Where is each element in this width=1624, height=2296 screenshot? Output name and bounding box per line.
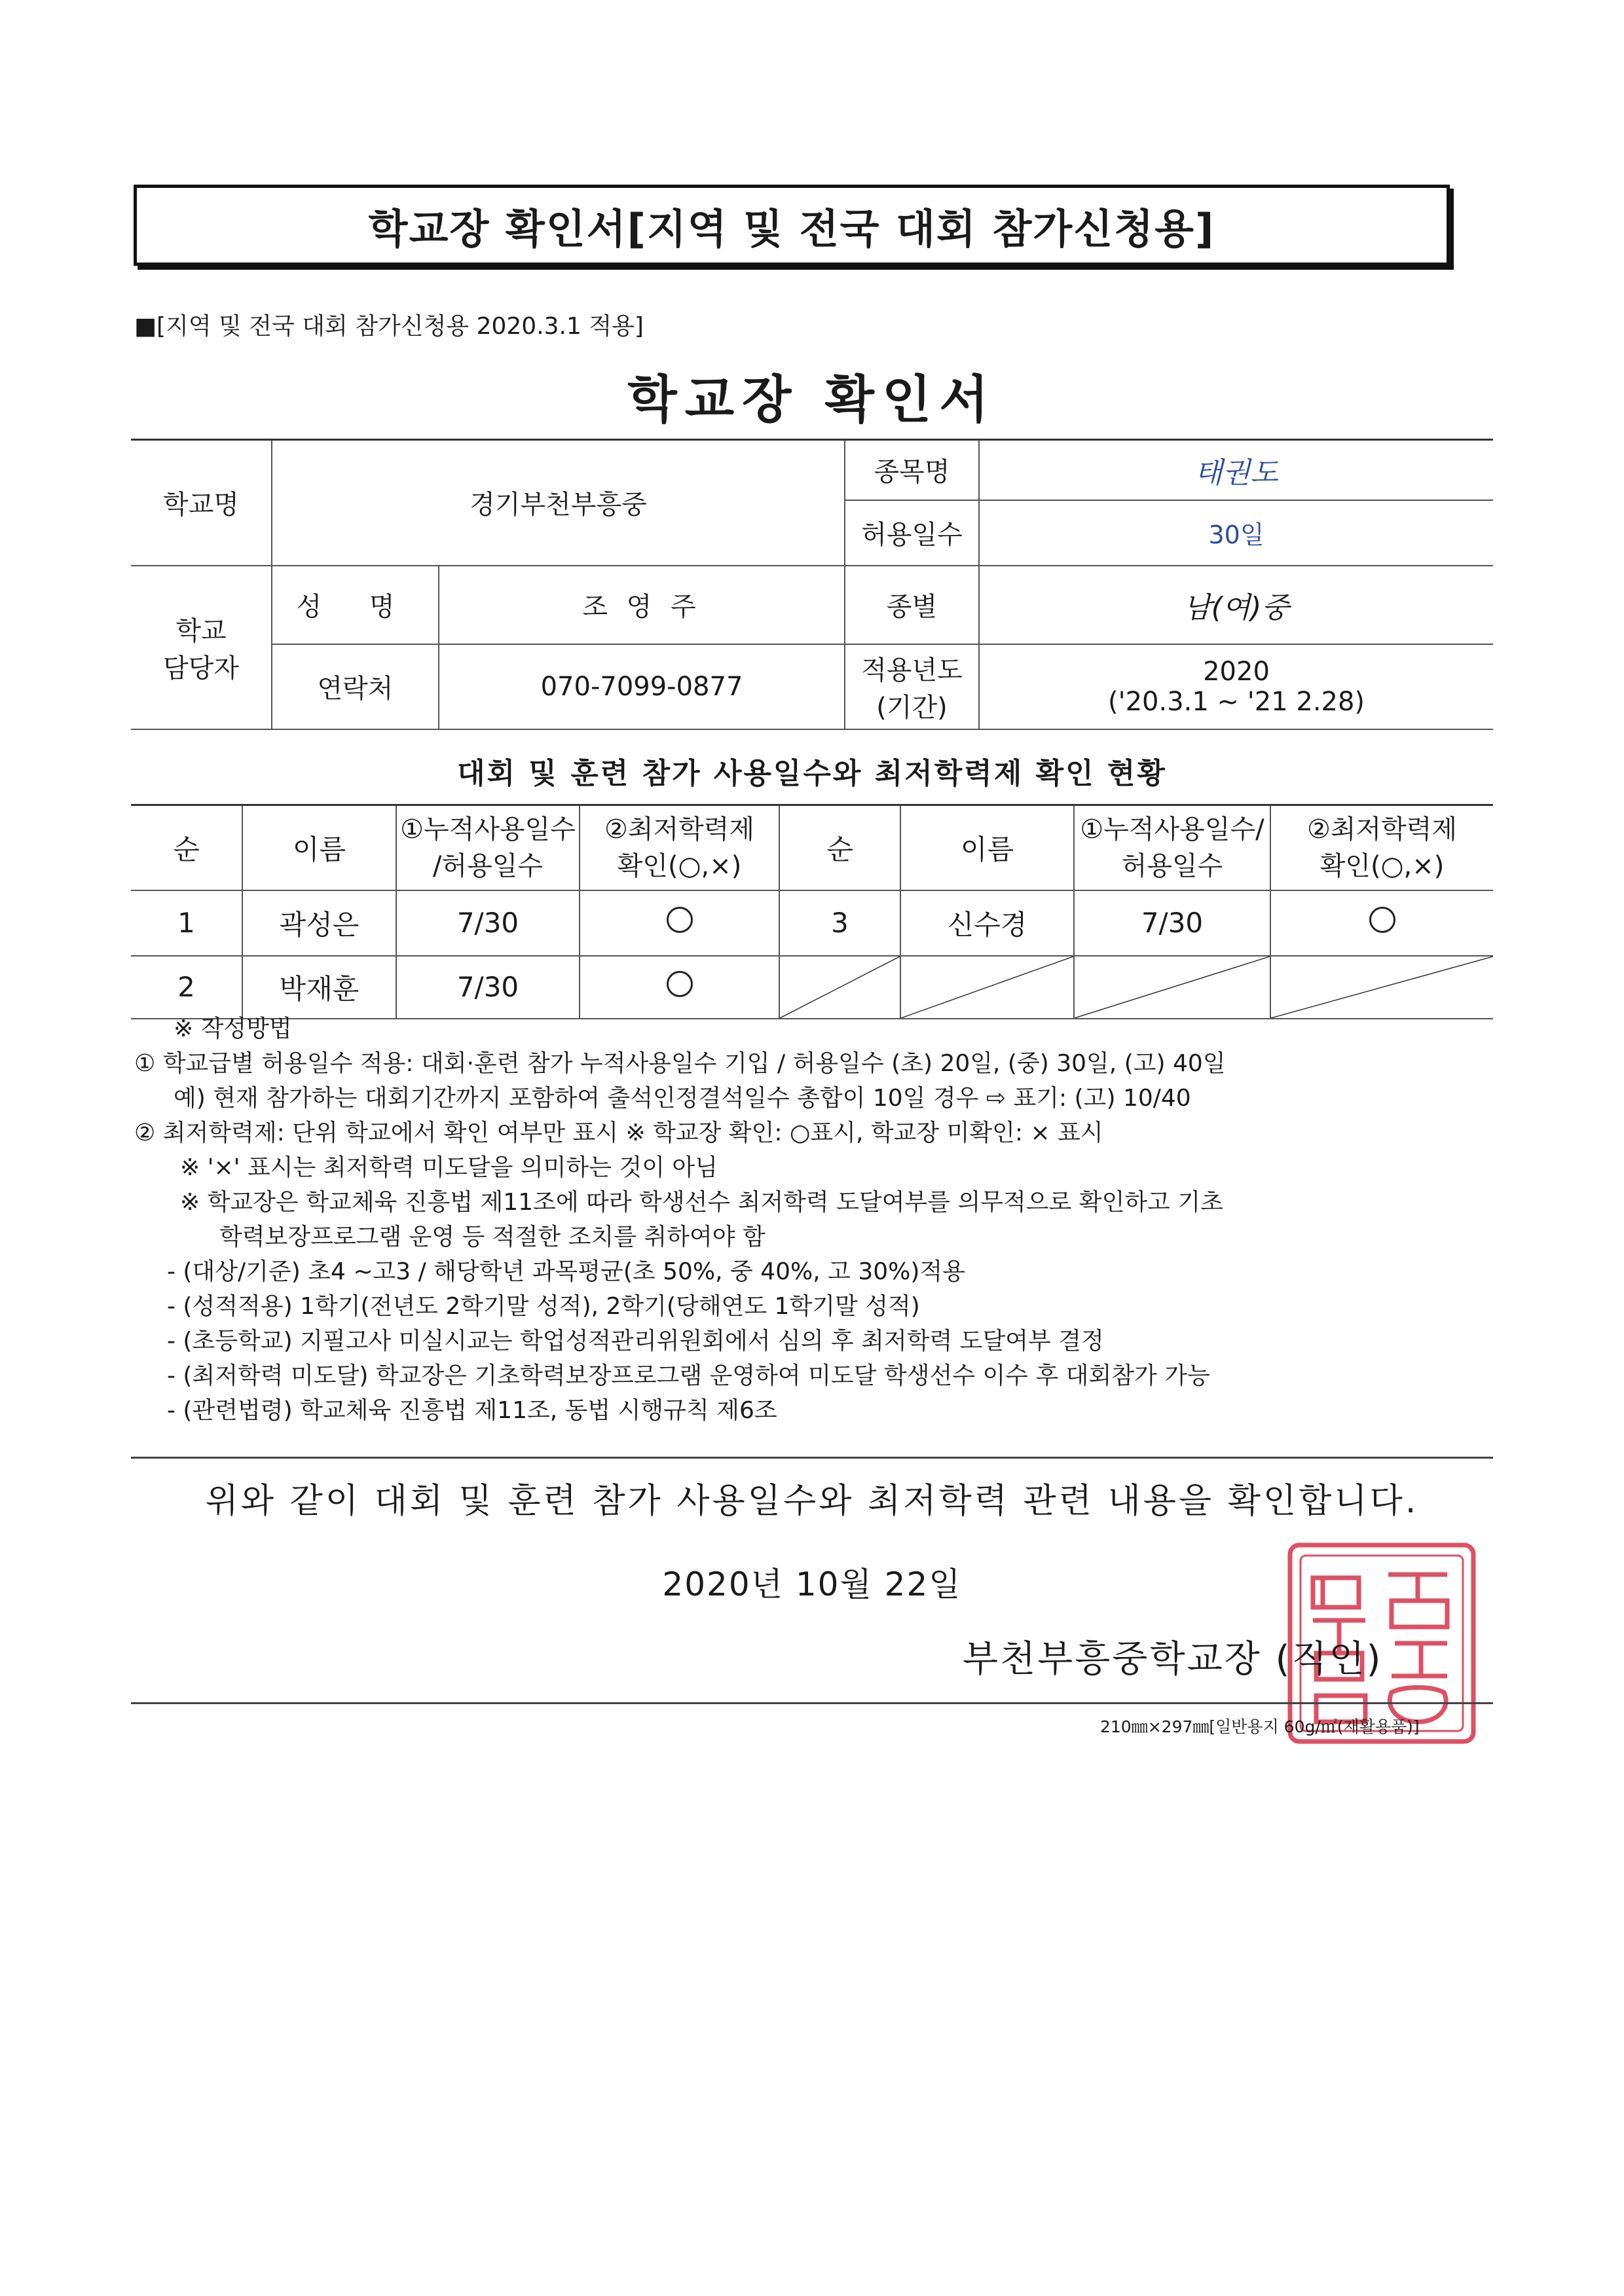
- period-value: ('20.3.1 ~ '21 2.28): [1107, 686, 1365, 717]
- method-line: 예) 현재 참가하는 대회기간까지 포함하여 출석인정결석일수 총합이 10일 경우 ⇨ 표기: (고) 10/40: [174, 1085, 1191, 1112]
- method-line: ① 학교급별 허용일수 적용: 대회·훈련 참가 누적사용일수 기입 / 허용일수 (초) 20일, (중) 30일, (고) 40일: [134, 1050, 1226, 1077]
- row-days: 7/30: [1074, 890, 1270, 956]
- contact-value: 070-7099-0877: [439, 644, 845, 729]
- empty-cell: [779, 956, 900, 1019]
- header-days-2: [1074, 805, 1270, 890]
- year-label: [845, 644, 979, 729]
- header-name: 이름: [242, 805, 396, 890]
- row-name: 신수경: [900, 890, 1074, 956]
- header-days-line1: ①누적사용일수: [400, 814, 576, 845]
- method-line: ② 최저학력제: 단위 학교에서 확인 여부만 표시 ※ 학교장 확인: ○표시, 학교장 미확인: × 표시: [134, 1120, 1103, 1146]
- diagonal-slash-icon: [901, 957, 1073, 1018]
- table-row: [131, 956, 1493, 1019]
- header-min2-line2: 확인(○,×): [1320, 850, 1445, 881]
- row-min-check: [580, 890, 779, 956]
- sport-value: 태권도: [979, 440, 1493, 500]
- header-days-line2: /허용일수: [432, 850, 544, 881]
- usage-table: [131, 804, 1493, 1019]
- confirmation-statement: 위와 같이 대회 및 훈련 참가 사용일수와 최저학력 관련 내용을 확인합니다.: [205, 1482, 1419, 1521]
- method-line: 학력보장프로그램 운영 등 적절한 조치를 취하여야 함: [219, 1224, 766, 1250]
- row-min-check: [1270, 890, 1493, 956]
- diagonal-slash-icon: [780, 957, 900, 1018]
- sport-label: 종목명: [845, 440, 979, 500]
- method-line: ※ '×' 표시는 최저학력 미도달을 의미하는 것이 아님: [180, 1154, 718, 1181]
- staff-label-line2: 담당자: [163, 653, 239, 683]
- year-cell: [979, 644, 1493, 729]
- row-min-check: [580, 956, 779, 1019]
- method-line: - (성적적용) 1학기(전년도 2학기말 성적), 2학기(당해연도 1학기말 성적): [167, 1293, 920, 1320]
- section-title: 대회 및 훈련 참가 사용일수와 최저학력제 확인 현황: [457, 757, 1167, 790]
- document-title: 학교장 확인서[지역 및 전국 대회 참가신청용]: [368, 204, 1215, 253]
- row-name: 박재훈: [242, 956, 396, 1019]
- school-label: 학교명: [131, 440, 272, 566]
- header-days: [396, 805, 580, 890]
- method-line: ※ 학교장은 학교체육 진흥법 제11조에 따라 학생선수 최저학력 도달여부를 의무적으로 확인하고 기초: [180, 1189, 1223, 1216]
- header-min-line2: 확인(○,×): [617, 850, 742, 881]
- header-min: [580, 805, 779, 890]
- staff-label: [131, 566, 272, 729]
- year-label-line2: (기간): [876, 692, 948, 723]
- row-no: 1: [131, 890, 242, 956]
- row-name: 곽성은: [242, 890, 396, 956]
- header-no: 순: [131, 805, 242, 890]
- principal-signature: 부천부흥중학교장 (직인): [963, 1638, 1383, 1681]
- allowed-days-label: 허용일수: [845, 500, 979, 566]
- header-min2-line1: ②최저학력제: [1306, 814, 1458, 845]
- info-table: [131, 439, 1493, 730]
- row-days: 7/30: [396, 890, 580, 956]
- method-line: - (초등학교) 지필고사 미실시교는 학업성적관리위원회에서 심의 후 최저학력 도달여부 결정: [167, 1328, 1104, 1355]
- writing-method: [134, 1011, 1226, 1428]
- method-line: - (관련법령) 학교체육 진흥법 제11조, 동법 시행규칙 제6조: [167, 1397, 777, 1424]
- allowed-days-value: 30일: [979, 500, 1493, 566]
- category-value: 남(여)중: [979, 566, 1493, 644]
- diagonal-slash-icon: [1075, 957, 1270, 1018]
- circle-mark-icon: [667, 971, 693, 997]
- name-value: 조 영 주: [439, 566, 845, 644]
- row-no: 2: [131, 956, 242, 1019]
- method-line: - (대상/기준) 초4 ~고3 / 해당학년 과목평균(초 50%, 중 40%, 고 30%)적용: [167, 1258, 965, 1285]
- method-line: - (최저학력 미도달) 학교장은 기초학력보장프로그램 운영하여 미도달 학생선수 이수 후 대회참가 가능: [167, 1362, 1210, 1389]
- empty-cell: [1270, 956, 1493, 1019]
- application-note: ■[지역 및 전국 대회 참가신청용 2020.3.1 적용]: [134, 313, 644, 340]
- row-days: 7/30: [396, 956, 580, 1019]
- header-no-2: 순: [779, 805, 900, 890]
- circle-mark-icon: [1369, 907, 1395, 933]
- document-title-box: [134, 185, 1450, 266]
- header-min-2: [1270, 805, 1493, 890]
- circle-mark-icon: [667, 907, 693, 933]
- header-name-2: 이름: [900, 805, 1074, 890]
- paper-spec: 210㎜×297㎜[일반용지 60g/㎡(재활용품)]: [1100, 1717, 1420, 1736]
- main-title: 학교장 확인서: [627, 371, 997, 429]
- name-label: 성 명: [272, 566, 439, 644]
- staff-label-line1: 학교: [175, 615, 227, 646]
- contact-label: 연락처: [272, 644, 439, 729]
- issue-date: 2020년 10월 22일: [662, 1565, 962, 1603]
- header-days2-line2: 허용일수: [1121, 850, 1223, 881]
- row-no: 3: [779, 890, 900, 956]
- year-value: 2020: [1203, 656, 1270, 687]
- school-value: 경기부천부흥중: [272, 440, 845, 566]
- divider: [131, 1702, 1493, 1704]
- year-label-line1: 적용년도: [861, 655, 963, 685]
- diagonal-slash-icon: [1271, 957, 1493, 1018]
- table-row: [131, 890, 1493, 956]
- empty-cell: [1074, 956, 1270, 1019]
- category-label: 종별: [845, 566, 979, 644]
- empty-cell: [900, 956, 1074, 1019]
- usage-header-row: [131, 805, 1493, 890]
- divider: [131, 1457, 1493, 1459]
- header-days2-line1: ①누적사용일수/: [1080, 814, 1264, 845]
- method-title: ※ 작성방법: [174, 1015, 292, 1042]
- header-min-line1: ②최저학력제: [604, 814, 755, 845]
